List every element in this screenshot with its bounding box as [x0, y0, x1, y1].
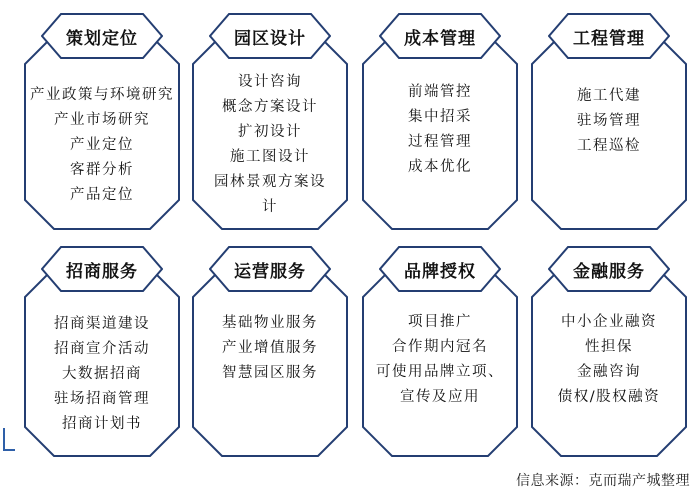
source-note: 信息来源：克而瑞产城整理: [516, 473, 690, 489]
panel-financial-services: [531, 267, 687, 457]
panel-item: 设计咨询: [238, 74, 302, 90]
panel-header: [548, 246, 670, 292]
panel-item: 客群分析: [70, 161, 134, 178]
panel-item: 中小企业融资: [561, 314, 657, 330]
panel-item: 施工代建: [577, 87, 641, 104]
panel-item: 驻场管理: [577, 112, 641, 129]
panel-items: [531, 267, 687, 457]
panel-title: 品牌授权: [404, 261, 476, 282]
corner-mark: [3, 428, 15, 452]
panel-item: 产业市场研究: [54, 111, 150, 128]
panel-park-design: [192, 34, 348, 230]
panel-items: [192, 267, 348, 457]
panel-header: [379, 13, 501, 59]
panel-item: 宣传及应用: [400, 389, 480, 405]
panel-investment-attraction: [24, 267, 180, 457]
panel-title: 策划定位: [66, 28, 138, 49]
panel-item: 产业定位: [70, 136, 134, 153]
panel-items: [24, 267, 180, 457]
panel-item: 概念方案设计: [222, 99, 318, 115]
panel-item: 项目推广: [408, 314, 472, 330]
panel-items: [24, 34, 180, 230]
panel-item: 产业政策与环境研究: [30, 86, 174, 103]
panel-item: 集中招采: [408, 109, 472, 125]
panel-items: [192, 34, 348, 230]
panel-title: 运营服务: [234, 261, 306, 282]
panel-title: 金融服务: [573, 261, 645, 282]
panel-cost-management: [362, 34, 518, 230]
panel-items: [362, 34, 518, 230]
panel-engineering-management: [531, 34, 687, 230]
panel-item: 过程管理: [408, 134, 472, 150]
panel-header: [41, 246, 163, 292]
panel-item: 园林景观方案设: [214, 174, 326, 190]
panel-item: 工程巡检: [577, 137, 641, 154]
panel-item: 大数据招商: [62, 365, 142, 382]
panel-item: 扩初设计: [238, 124, 302, 140]
panel-item: 产业增值服务: [222, 339, 318, 356]
panel-item: 成本优化: [408, 159, 472, 175]
panel-header: [379, 246, 501, 292]
panel-item: 可使用品牌立项、: [376, 364, 504, 380]
panel-item: 债权/股权融资: [557, 389, 661, 405]
panel-item: 驻场招商管理: [54, 390, 150, 407]
panel-header: [41, 13, 163, 59]
panel-item: 招商渠道建设: [54, 315, 150, 332]
panel-items: [362, 267, 518, 457]
panel-item: 智慧园区服务: [222, 364, 318, 381]
panel-item: 计: [262, 199, 278, 215]
panel-item: 性担保: [585, 339, 633, 355]
panel-item: 前端管控: [408, 84, 472, 100]
panel-item: 合作期内冠名: [392, 339, 488, 355]
panel-title: 招商服务: [66, 261, 138, 282]
panel-operation-services: [192, 267, 348, 457]
panel-item: 招商计划书: [62, 415, 142, 432]
panel-title: 成本管理: [404, 28, 476, 49]
panel-header: [209, 13, 331, 59]
panel-item: 产品定位: [70, 186, 134, 203]
panel-header: [548, 13, 670, 59]
panel-header: [209, 246, 331, 292]
panel-brand-licensing: [362, 267, 518, 457]
panel-planning: [24, 34, 180, 230]
panel-item: 基础物业服务: [222, 314, 318, 331]
panel-title: 工程管理: [573, 28, 645, 49]
panel-item: 施工图设计: [230, 149, 310, 165]
panel-title: 园区设计: [234, 28, 306, 49]
panel-items: [531, 34, 687, 230]
panel-item: 金融咨询: [577, 364, 641, 380]
panel-item: 招商宣介活动: [54, 340, 150, 357]
